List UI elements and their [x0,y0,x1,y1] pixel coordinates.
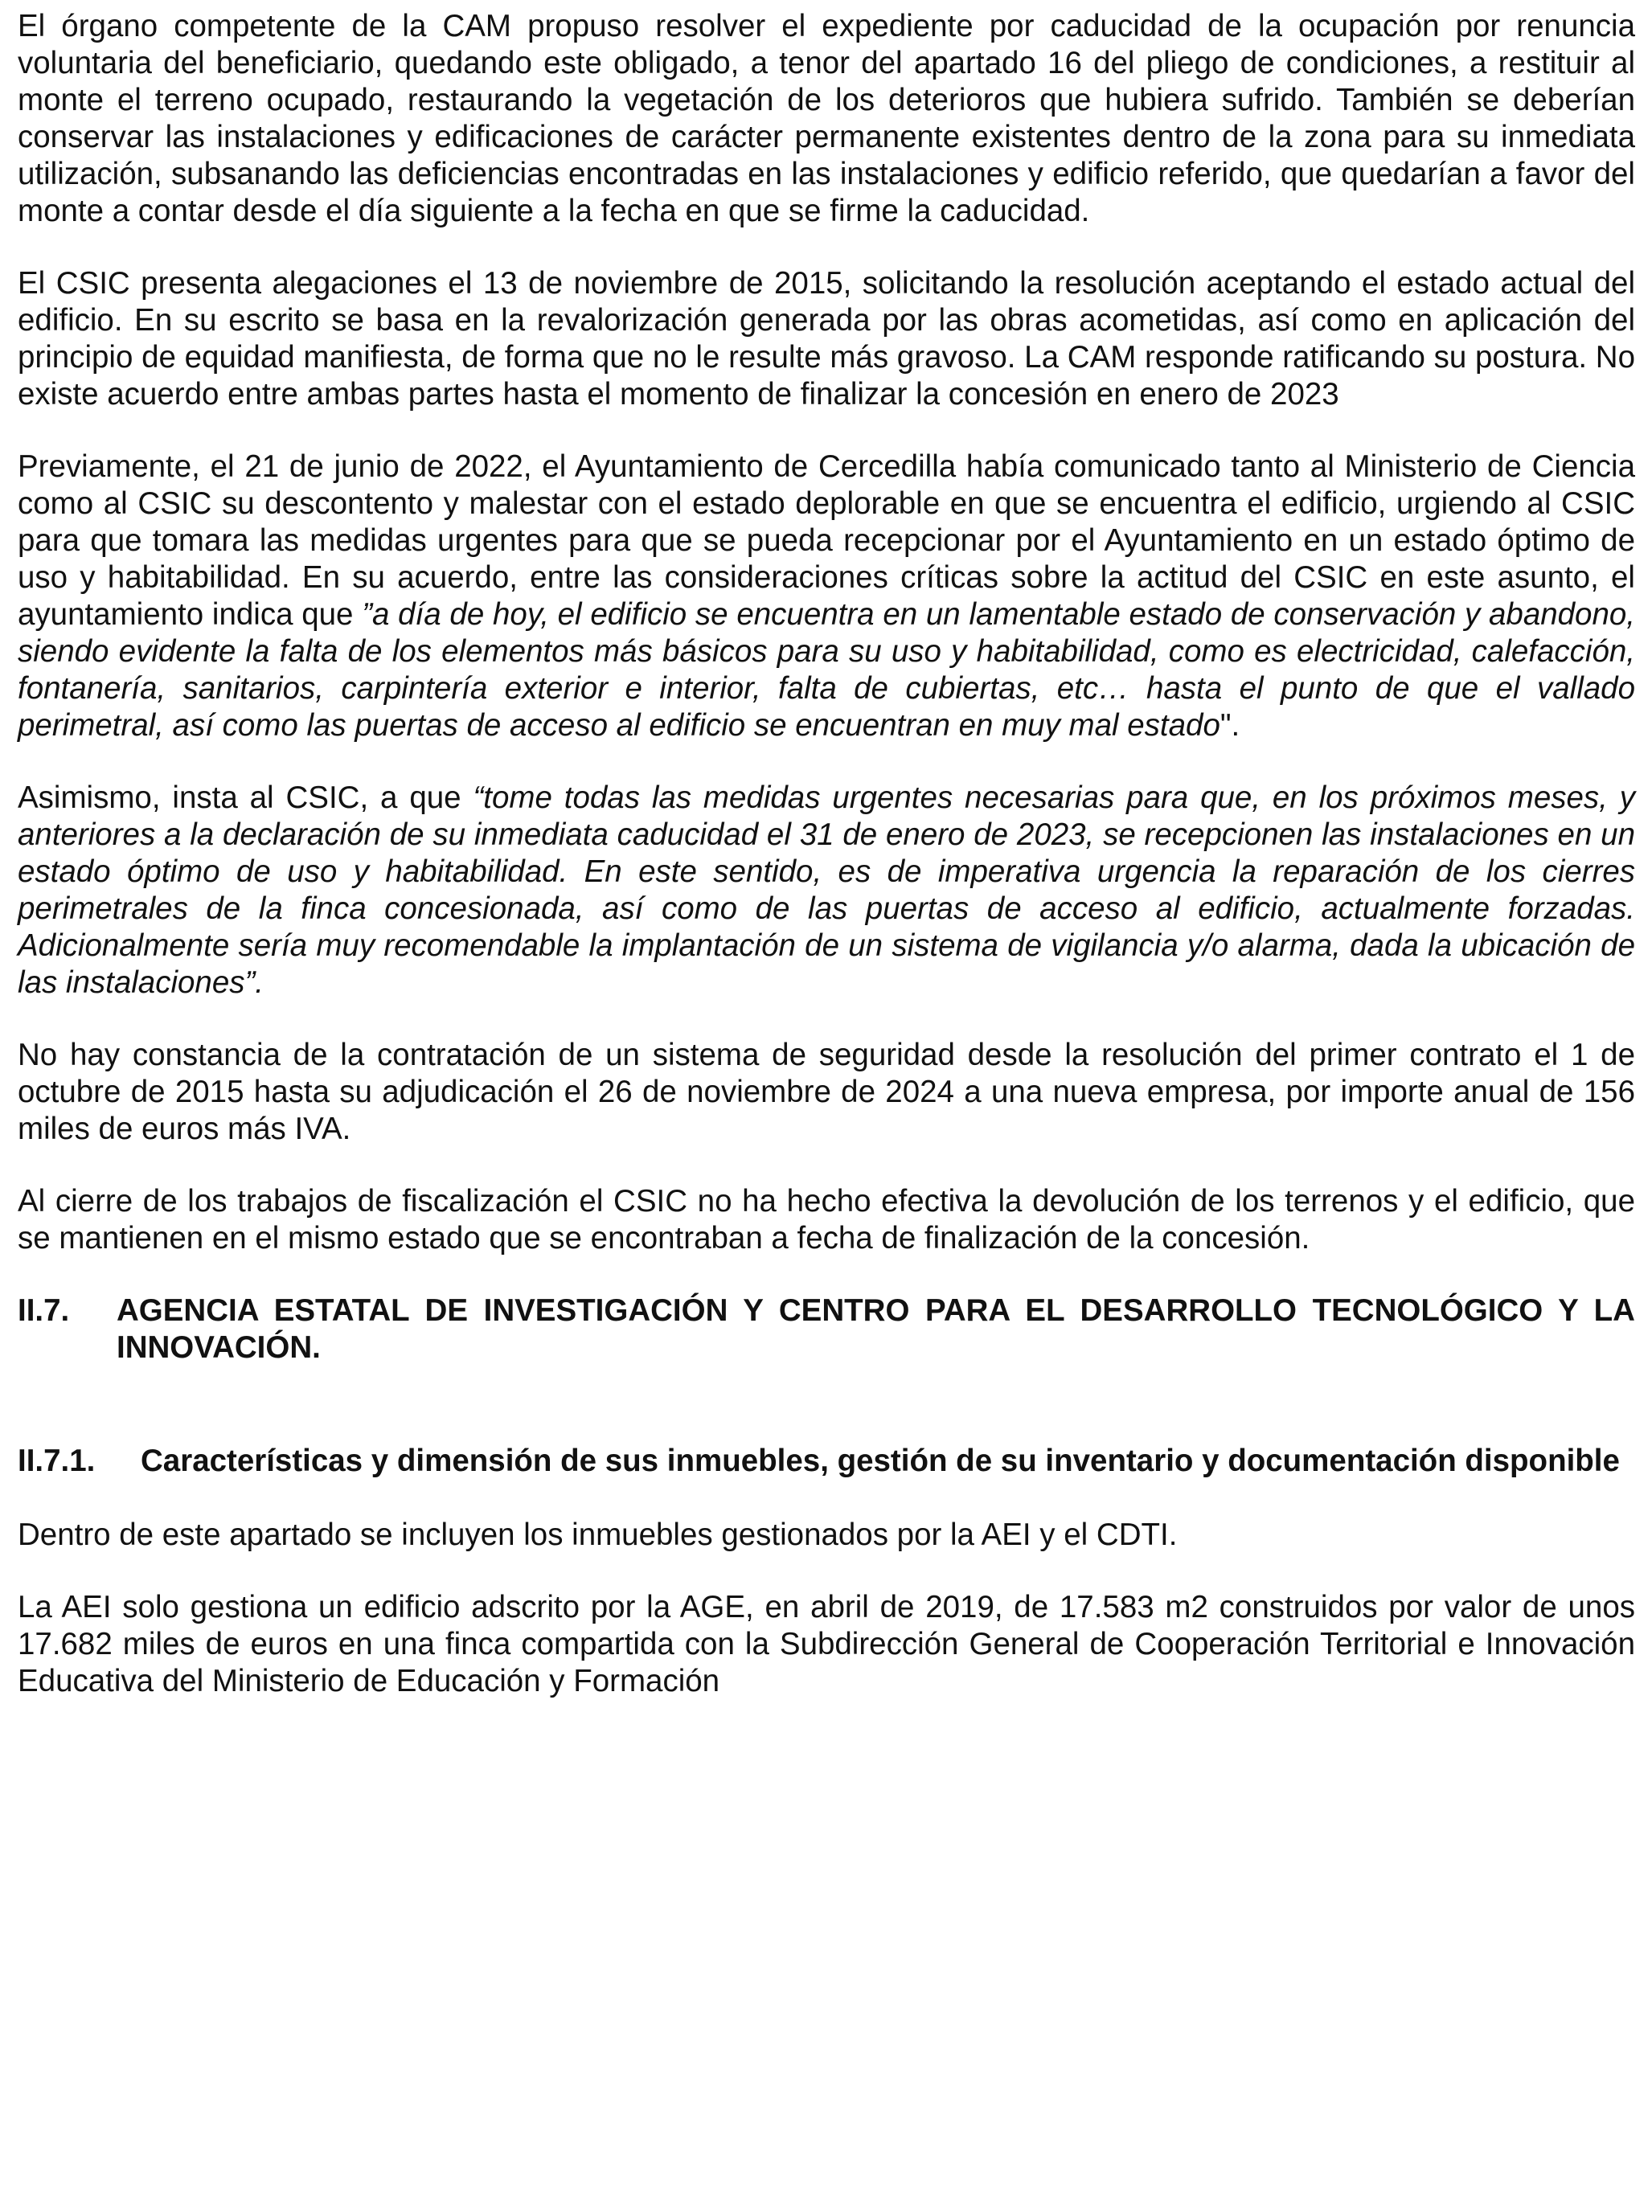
paragraph-3 [18,449,1635,744]
paragraph-8: La AEI solo gestiona un edificio adscrito por la AGE, en abril de 2019, de 17.583 m2 construidos por valor de unos 17.682 miles de euros en una finca compartida con la Subdirección General de Cooperación Territorial e Innovación Educativa del Ministerio de Educación y Formación [18,1590,1635,1698]
body-paragraphs [18,8,1635,1257]
section-title: AGENCIA ESTATAL DE INVESTIGACIÓN Y CENTRO PARA EL DESARROLLO TECNOLÓGICO Y LA INNOVACIÓN. [117,1293,1635,1365]
paragraph-text: Previamente, el 21 de junio de 2022, el Ayuntamiento de Cercedilla había comunicado tanto al Ministerio de Ciencia como al CSIC su descontento y malestar con el estado deplorable en que se encuentra el edificio, urgiendo al CSIC para que tomara las medidas urgentes para que se pueda recepcionar por el Ayuntamiento en un estado óptimo de uso y habitabilidad. En su acuerdo, entre las consideraciones críticas sobre la actitud del CSIC en este asunto, el ayuntamiento indica que [18,449,1635,632]
paragraph-4 [18,780,1635,1002]
quoted-text: ”a día de hoy, el edificio se encuentra en un lamentable estado de conservación y abandono, siendo evidente la falta de los elementos más básicos para su uso y habitabilidad, como es electricidad, calefacción, fontanería, sanitarios, carpintería exterior e interior, falta de cubiertas, etc… hasta el punto de que el vallado perimetral, así como las puertas de acceso al edificio se encuentran en muy mal estado [18,597,1635,743]
subsection-number: II.7.1. [18,1444,96,1478]
paragraph-1 [18,8,1635,230]
subsection-heading [18,1443,1635,1480]
paragraph-5 [18,1037,1635,1148]
paragraph-text: El órgano competente de la CAM propuso resolver el expediente por caducidad de la ocupación por renuncia voluntaria del beneficiario, quedando este obligado, a tenor del apartado 16 del pliego de condiciones, a restituir al monte el terreno ocupado, restaurando la vegetación de los deterioros que hubiera sufrido. También se deberían conservar las instalaciones y edificaciones de carácter permanente existentes dentro de la zona para su inmediata utilización, subsanando las deficiencias encontradas en las instalaciones y edificio referido, que quedarían a favor del monte a contar desde el día siguiente a la fecha en que se firme la caducidad. [18,9,1635,228]
section-number: II.7. [18,1293,70,1328]
quoted-text: “tome todas las medidas urgentes necesarias para que, en los próximos meses, y anteriores a la declaración de su inmediata caducidad el 31 de enero de 2023, se recepcionen las instalaciones en un estado óptimo de uso y habitabilidad. En este sentido, es de imperativa urgencia la reparación de los cierres perimetrales de la finca concesionada, así como de las puertas de acceso al edificio, actualmente forzadas. Adicionalmente sería muy recomendable la implantación de un sistema de vigilancia y/o alarma, dada la ubicación de las instalaciones”. [18,780,1635,1000]
paragraph-text: No hay constancia de la contratación de un sistema de seguridad desde la resolución del primer contrato el 1 de octubre de 2015 hasta su adjudicación el 26 de noviembre de 2024 a una nueva empresa, por importe anual de 156 miles de euros más IVA. [18,1038,1635,1146]
paragraph-text: El CSIC presenta alegaciones el 13 de noviembre de 2015, solicitando la resolución aceptando el estado actual del edificio. En su escrito se basa en la revalorización generada por las obras acometidas, así como en aplicación del principio de equidad manifiesta, de forma que no le resulte más gravoso. La CAM responde ratificando su postura. No existe acuerdo entre ambas partes hasta el momento de finalizar la concesión en enero de 2023 [18,266,1635,412]
paragraph-text: Al cierre de los trabajos de fiscalización el CSIC no ha hecho efectiva la devolución de los terrenos y el edificio, que se mantienen en el mismo estado que se encontraban a fecha de finalización de la concesión. [18,1184,1635,1256]
paragraph-text: Asimismo, insta al CSIC, a que [18,780,473,815]
paragraph-6 [18,1183,1635,1257]
paragraph-text: ". [1220,708,1240,743]
document-page [18,8,1635,1735]
subsection-title: Características y dimensión de sus inmuebles, gestión de su inventario y documentación disponible [141,1444,1620,1478]
paragraph-2 [18,265,1635,413]
section-heading [18,1292,1635,1366]
paragraph-7: Dentro de este apartado se incluyen los inmuebles gestionados por la AEI y el CDTI. [18,1518,1178,1552]
